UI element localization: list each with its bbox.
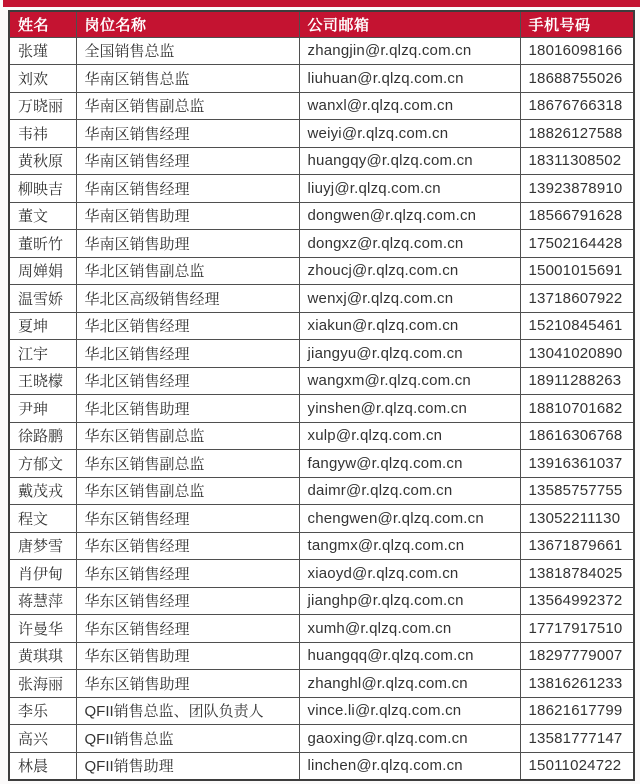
- table-row: [9, 92, 634, 120]
- name-cell: 许曼华: [9, 615, 76, 643]
- table-row: [9, 367, 634, 395]
- table-row: [9, 147, 634, 175]
- table-row: [9, 642, 634, 670]
- phone-cell: 17502164428: [520, 230, 634, 258]
- title-cell: 华南区销售助理: [76, 202, 299, 230]
- name-cell: 蒋慧萍: [9, 587, 76, 615]
- title-cell: QFII销售总监、团队负责人: [76, 697, 299, 725]
- table-row: [9, 752, 634, 780]
- name-cell: 徐路鹏: [9, 422, 76, 450]
- email-cell: vince.li@r.qlzq.com.cn: [299, 697, 520, 725]
- phone-cell: 13818784025: [520, 560, 634, 588]
- phone-cell: 18616306768: [520, 422, 634, 450]
- title-cell: 华东区销售助理: [76, 642, 299, 670]
- title-cell: 华南区销售经理: [76, 147, 299, 175]
- phone-cell: 18810701682: [520, 395, 634, 423]
- title-cell: 华东区销售经理: [76, 532, 299, 560]
- phone-cell: 18016098166: [520, 37, 634, 65]
- phone-cell: 18688755026: [520, 65, 634, 93]
- email-cell: weiyi@r.qlzq.com.cn: [299, 120, 520, 148]
- title-cell: 华东区销售经理: [76, 615, 299, 643]
- table-body: [9, 37, 634, 780]
- name-cell: 尹珅: [9, 395, 76, 423]
- column-header-phone: 手机号码: [520, 11, 634, 37]
- table-row: [9, 477, 634, 505]
- email-cell: xiakun@r.qlzq.com.cn: [299, 312, 520, 340]
- email-cell: linchen@r.qlzq.com.cn: [299, 752, 520, 780]
- phone-cell: 15001015691: [520, 257, 634, 285]
- name-cell: 高兴: [9, 725, 76, 753]
- title-cell: QFII销售助理: [76, 752, 299, 780]
- table-header: [9, 11, 634, 37]
- email-cell: zhoucj@r.qlzq.com.cn: [299, 257, 520, 285]
- title-cell: 华东区销售经理: [76, 587, 299, 615]
- phone-cell: 18566791628: [520, 202, 634, 230]
- email-cell: zhanghl@r.qlzq.com.cn: [299, 670, 520, 698]
- email-cell: liuyj@r.qlzq.com.cn: [299, 175, 520, 203]
- name-cell: 万晓丽: [9, 92, 76, 120]
- table-row: [9, 395, 634, 423]
- title-cell: 华东区销售副总监: [76, 422, 299, 450]
- email-cell: fangyw@r.qlzq.com.cn: [299, 450, 520, 478]
- table-row: [9, 230, 634, 258]
- name-cell: 刘欢: [9, 65, 76, 93]
- phone-cell: 18911288263: [520, 367, 634, 395]
- name-cell: 程文: [9, 505, 76, 533]
- title-cell: 华东区销售经理: [76, 560, 299, 588]
- table-row: [9, 340, 634, 368]
- table-row: [9, 120, 634, 148]
- title-cell: 华北区销售经理: [76, 340, 299, 368]
- email-cell: chengwen@r.qlzq.com.cn: [299, 505, 520, 533]
- phone-cell: 13564992372: [520, 587, 634, 615]
- title-cell: 华南区销售副总监: [76, 92, 299, 120]
- email-cell: jiangyu@r.qlzq.com.cn: [299, 340, 520, 368]
- title-cell: 华南区销售经理: [76, 120, 299, 148]
- phone-cell: 15011024722: [520, 752, 634, 780]
- table-row: [9, 257, 634, 285]
- email-cell: xiaoyd@r.qlzq.com.cn: [299, 560, 520, 588]
- email-cell: huangqq@r.qlzq.com.cn: [299, 642, 520, 670]
- name-cell: 林晨: [9, 752, 76, 780]
- email-cell: tangmx@r.qlzq.com.cn: [299, 532, 520, 560]
- phone-cell: 15210845461: [520, 312, 634, 340]
- name-cell: 董文: [9, 202, 76, 230]
- name-cell: 柳映吉: [9, 175, 76, 203]
- column-header-email: 公司邮箱: [299, 11, 520, 37]
- table-row: [9, 175, 634, 203]
- table-row: [9, 312, 634, 340]
- phone-cell: 18621617799: [520, 697, 634, 725]
- title-cell: QFII销售总监: [76, 725, 299, 753]
- name-cell: 戴茂戎: [9, 477, 76, 505]
- name-cell: 肖伊甸: [9, 560, 76, 588]
- phone-cell: 13581777147: [520, 725, 634, 753]
- phone-cell: 13041020890: [520, 340, 634, 368]
- email-cell: xulp@r.qlzq.com.cn: [299, 422, 520, 450]
- name-cell: 黄秋原: [9, 147, 76, 175]
- table-row: [9, 505, 634, 533]
- name-cell: 夏坤: [9, 312, 76, 340]
- email-cell: liuhuan@r.qlzq.com.cn: [299, 65, 520, 93]
- table-row: [9, 202, 634, 230]
- table-row: [9, 422, 634, 450]
- column-header-name: 姓名: [9, 11, 76, 37]
- name-cell: 温雪娇: [9, 285, 76, 313]
- table-row: [9, 615, 634, 643]
- table-row: [9, 725, 634, 753]
- name-cell: 周婵娟: [9, 257, 76, 285]
- name-cell: 黄琪琪: [9, 642, 76, 670]
- table-row: [9, 285, 634, 313]
- title-cell: 华东区销售副总监: [76, 450, 299, 478]
- email-cell: yinshen@r.qlzq.com.cn: [299, 395, 520, 423]
- phone-cell: 13671879661: [520, 532, 634, 560]
- phone-cell: 13052211130: [520, 505, 634, 533]
- email-cell: dongwen@r.qlzq.com.cn: [299, 202, 520, 230]
- email-cell: wangxm@r.qlzq.com.cn: [299, 367, 520, 395]
- table-row: [9, 697, 634, 725]
- email-cell: gaoxing@r.qlzq.com.cn: [299, 725, 520, 753]
- title-cell: 华北区销售助理: [76, 395, 299, 423]
- name-cell: 董昕竹: [9, 230, 76, 258]
- title-cell: 华北区高级销售经理: [76, 285, 299, 313]
- email-cell: daimr@r.qlzq.com.cn: [299, 477, 520, 505]
- contact-table: [8, 10, 635, 781]
- name-cell: 张瑾: [9, 37, 76, 65]
- name-cell: 方郁文: [9, 450, 76, 478]
- title-cell: 华东区销售副总监: [76, 477, 299, 505]
- title-cell: 华东区销售助理: [76, 670, 299, 698]
- title-cell: 华南区销售总监: [76, 65, 299, 93]
- name-cell: 张海丽: [9, 670, 76, 698]
- name-cell: 唐梦雪: [9, 532, 76, 560]
- phone-cell: 17717917510: [520, 615, 634, 643]
- email-cell: xumh@r.qlzq.com.cn: [299, 615, 520, 643]
- table-row: [9, 560, 634, 588]
- email-cell: jianghp@r.qlzq.com.cn: [299, 587, 520, 615]
- title-cell: 华东区销售经理: [76, 505, 299, 533]
- phone-cell: 18311308502: [520, 147, 634, 175]
- contact-table-wrapper: [8, 10, 635, 781]
- phone-cell: 18676766318: [520, 92, 634, 120]
- phone-cell: 13923878910: [520, 175, 634, 203]
- title-cell: 华北区销售经理: [76, 312, 299, 340]
- phone-cell: 13816261233: [520, 670, 634, 698]
- table-row: [9, 670, 634, 698]
- title-cell: 华北区销售副总监: [76, 257, 299, 285]
- header-row: [9, 11, 634, 37]
- email-cell: huangqy@r.qlzq.com.cn: [299, 147, 520, 175]
- email-cell: dongxz@r.qlzq.com.cn: [299, 230, 520, 258]
- title-cell: 华北区销售经理: [76, 367, 299, 395]
- name-cell: 韦祎: [9, 120, 76, 148]
- title-cell: 华南区销售经理: [76, 175, 299, 203]
- email-cell: wanxl@r.qlzq.com.cn: [299, 92, 520, 120]
- email-cell: wenxj@r.qlzq.com.cn: [299, 285, 520, 313]
- title-cell: 华南区销售助理: [76, 230, 299, 258]
- top-red-banner: [3, 0, 640, 7]
- table-row: [9, 450, 634, 478]
- email-cell: zhangjin@r.qlzq.com.cn: [299, 37, 520, 65]
- column-header-title: 岗位名称: [76, 11, 299, 37]
- table-row: [9, 587, 634, 615]
- phone-cell: 13916361037: [520, 450, 634, 478]
- name-cell: 江宇: [9, 340, 76, 368]
- table-row: [9, 65, 634, 93]
- table-row: [9, 37, 634, 65]
- phone-cell: 13718607922: [520, 285, 634, 313]
- phone-cell: 18826127588: [520, 120, 634, 148]
- name-cell: 李乐: [9, 697, 76, 725]
- phone-cell: 13585757755: [520, 477, 634, 505]
- name-cell: 王晓檬: [9, 367, 76, 395]
- table-row: [9, 532, 634, 560]
- title-cell: 全国销售总监: [76, 37, 299, 65]
- phone-cell: 18297779007: [520, 642, 634, 670]
